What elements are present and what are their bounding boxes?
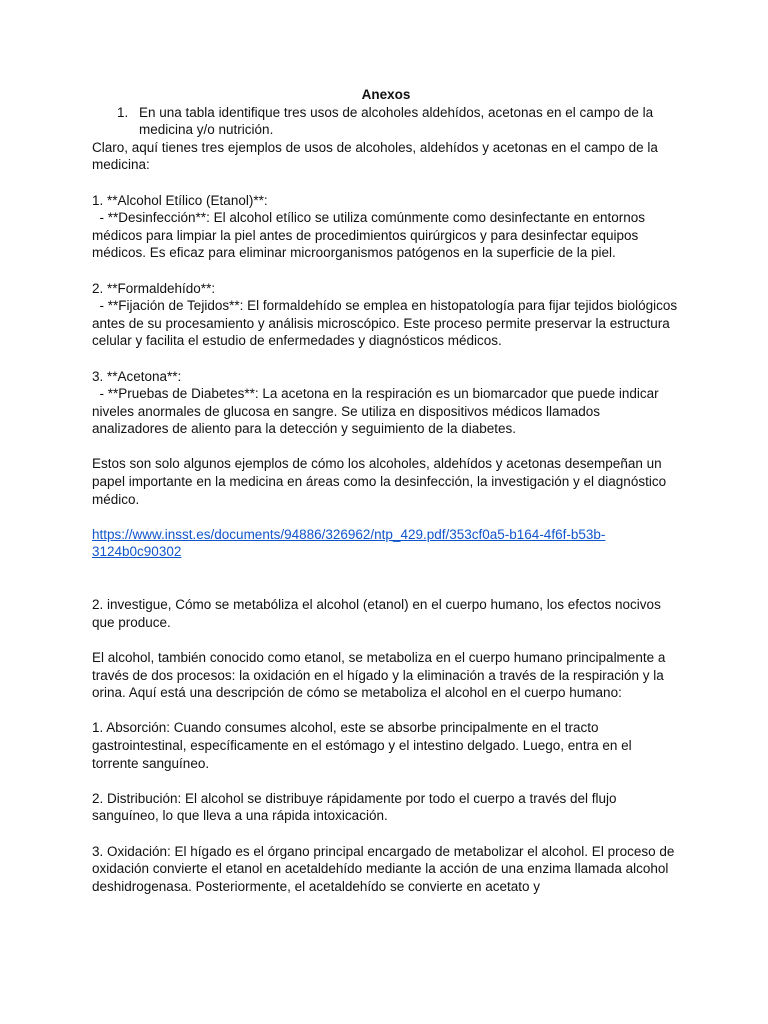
document-title: Anexos bbox=[361, 87, 411, 102]
item-3-body: - **Pruebas de Diabetes**: La acetona en la respiración es un biomarcador que puede indicar niveles anormales de glucosa en sangre. Se utiliza en dispositivos médicos llamados analizadores de aliento para la detección y seguimiento de la diabetes. bbox=[92, 386, 663, 437]
question-1-text: En una tabla identifique tres usos de alcoholes aldehídos, acetonas en el campo de la medicina y/o nutrición. bbox=[139, 104, 654, 138]
conclusion-paragraph: Estos son solo algunos ejemplos de cómo los alcoholes, aldehídos y acetonas desempeñan un papel importante en la medicina en áreas como la desinfección, la investigación y el diagnóstico médico. bbox=[92, 456, 667, 507]
step-2: 2. Distribución: El alcohol se distribuye rápidamente por todo el cuerpo a través del flujo sanguíneo, lo que lleva a una rápida intoxicación. bbox=[92, 790, 617, 824]
item-2-heading: 2. **Formaldehído**: bbox=[92, 280, 216, 296]
step-1: 1. Absorción: Cuando consumes alcohol, este se absorbe principalmente en el tracto gastrointestinal, específicamente en el estómago y el intestino delgado. Luego, entra en el torrente sanguíneo. bbox=[92, 720, 632, 771]
intro-paragraph: Claro, aquí tienes tres ejemplos de usos de alcoholes, aldehídos y acetonas en el campo de la medicina: bbox=[92, 139, 658, 173]
item-1-heading: 1. **Alcohol Etílico (Etanol)**: bbox=[92, 192, 268, 208]
question-1-number: 1. bbox=[117, 104, 129, 120]
question-2: 2. investigue, Cómo se metabóliza el alcohol (etanol) en el cuerpo humano, los efectos nocivos que produce. bbox=[92, 597, 661, 630]
document-page bbox=[92, 86, 680, 895]
item-2-body: - **Fijación de Tejidos**: El formaldehído se emplea en histopatología para fijar tejidos biológicos antes de su procesamiento y análisis microscópico. Este proceso permite preservar la estructura celular y facilita el estudio de enfermedades y diagnósticos médicos. bbox=[92, 298, 681, 349]
reference-link-line bbox=[92, 526, 680, 561]
answer-2-intro: El alcohol, también conocido como etanol, se metaboliza en el cuerpo humano principalmente a través de dos procesos: la oxidación en el hígado y la eliminación a través de la respiración y la orina. Aquí está una descripción de cómo se metaboliza el alcohol en el cuerpo humano: bbox=[92, 650, 666, 701]
step-3: 3. Oxidación: El hígado es el órgano principal encargado de metabolizar el alcohol. El proceso de oxidación convierte el etanol en acetaldehído mediante la acción de una enzima llamada alcohol deshidrogenasa. Posteriormente, el acetaldehído se convierte en acetato y bbox=[92, 843, 675, 894]
question-1 bbox=[92, 104, 680, 139]
item-3-heading: 3. **Acetona**: bbox=[92, 368, 182, 384]
reference-link[interactable]: https://www.insst.es/documents/94886/326962/ntp_429.pdf/353cf0a5-b164-4f6f-b53b-3124b0c90302 bbox=[92, 526, 606, 560]
item-1-body: - **Desinfección**: El alcohol etílico se utiliza comúnmente como desinfectante en entornos médicos para limpiar la piel antes de procedimientos quirúrgicos y para desinfectar equipos médicos. Es eficaz para eliminar microorganismos patógenos en la superficie de la piel. bbox=[92, 210, 649, 261]
